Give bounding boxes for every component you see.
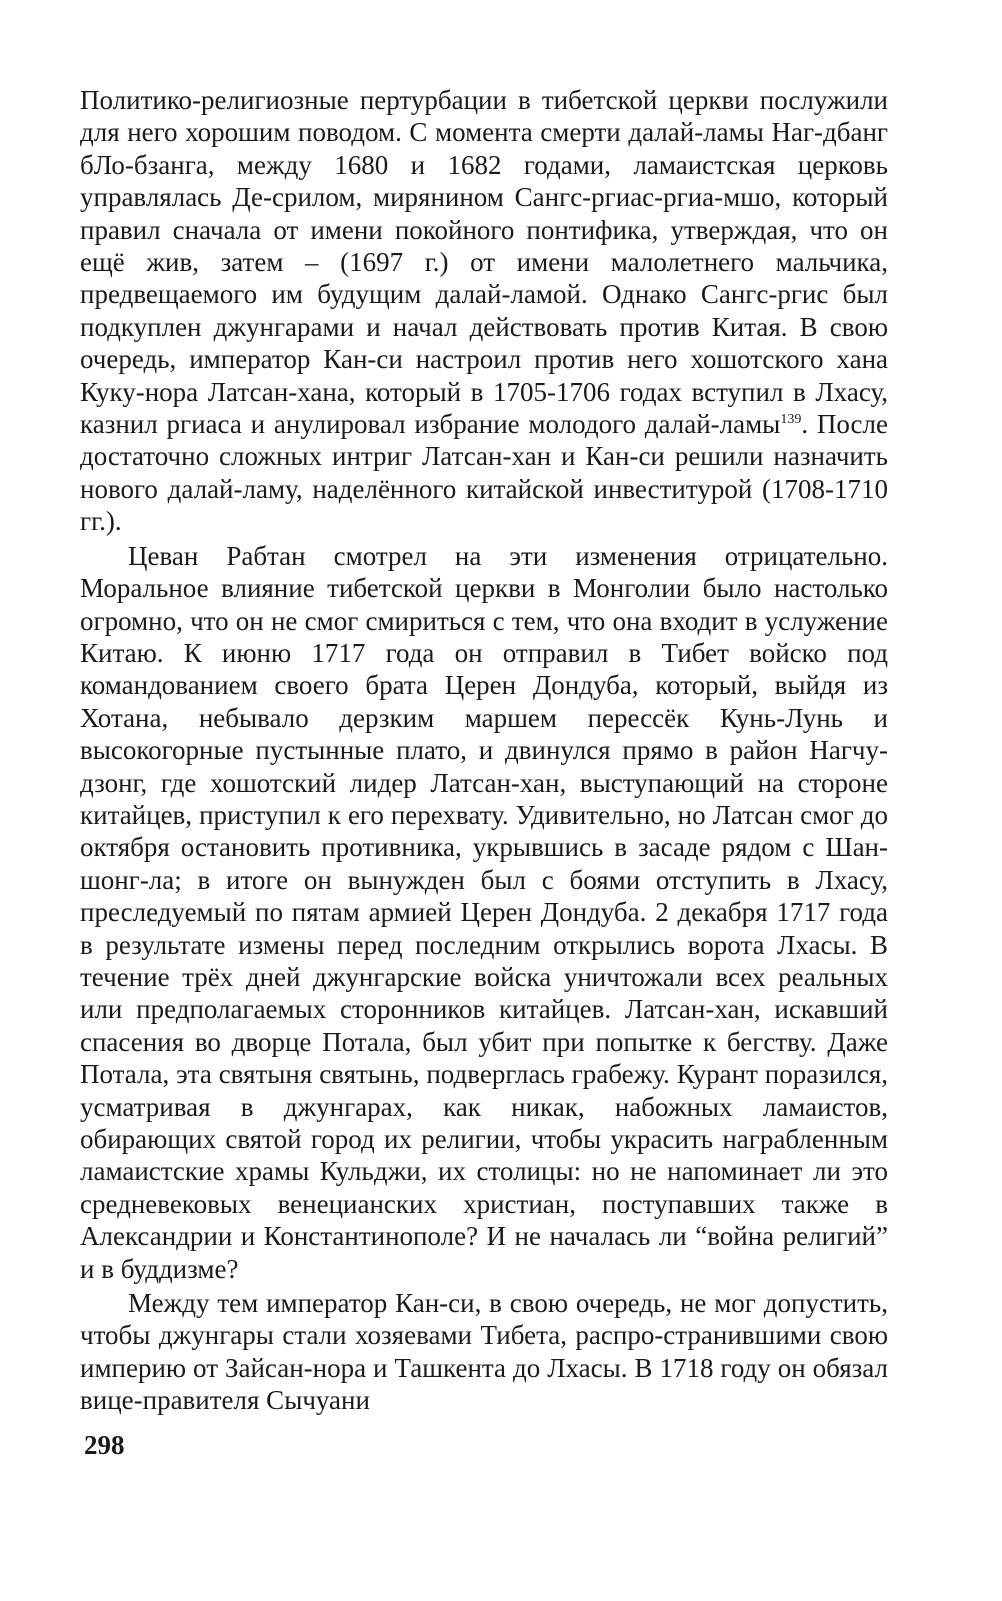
paragraph-1 xyxy=(80,84,888,538)
page-number: 298 xyxy=(84,1430,125,1460)
paragraph-1-text: Политико-религиозные пертурбации в тибетской церкви послужили для него хорошим поводом. С момента смерти далай-ламы Наг-дбанг бЛо-бзанга, между 1680 и 1682 годами, ламаистская церковь управлялась Де-срилом, мирянином Сангс-ргиас-ргиа-мшо, который правил сначала от имени покойного понтифика, утверждая, что он ещё жив, затем – (1697 г.) от имени малолетнего мальчика, предвещаемого им будущим далай-ламой. Однако Сангс-ргис был подкуплен джунгарами и начал действовать против Китая. В свою очередь, император Кан-си настроил против него хошотского хана Куку-нора Латсан-хана, который в 1705-1706 годах вступил в Лхасу, казнил ргиаса и анулировал избрание молодого далай-ламы xyxy=(80,85,888,440)
footnote-reference: 139 xyxy=(780,412,802,428)
paragraph-1-text-continued: . После достаточно сложных интриг Латсан-хан и Кан-си решили назначить нового далай-ламу, наделённого китайской инвеститурой (1708-1710 гг.). xyxy=(80,409,888,537)
paragraph-3: Между тем император Кан-си, в свою очередь, не мог допустить, чтобы джунгары стали хозяевами Тибета, распро-странившими свою империю от Зайсан-нора и Ташкента до Лхасы. В 1718 году он обязал вице-правителя Сычуани xyxy=(80,1288,888,1416)
body-text xyxy=(80,84,888,1417)
paragraph-2: Цеван Рабтан смотрел на эти изменения отрицательно. Моральное влияние тибетской церкви в Монголии было настолько огромно, что он не смог смириться с тем, что она входит в услужение Китаю. К июню 1717 года он отправил в Тибет войско под командованием своего брата Церен Дондуба, который, выйдя из Хотана, небывало дерзким маршем перессёк Кунь-Лунь и высокогорные пустынные плато, и двинулся прямо в район Нагчу-дзонг, где хошотский лидер Латсан-хан, выступающий на стороне китайцев, приступил к его перехвату. Удивительно, но Латсан смог до октября остановить противника, укрывшись в засаде рядом с Шан-шонг-ла; в итоге он вынужден был с боями отступить в Лхасу, преследуемый по пятам армией Церен Дондуба. 2 декабря 1717 года в результате измены перед последним открылись ворота Лхасы. В течение трёх дней джунгарские войска уничтожали всех реальных или предполагаемых сторонников китайцев. Латсан-хан, искавший спасения во дворце Потала, был убит при попытке к бегству. Даже Потала, эта святыня святынь, подверглась грабежу. Курант поразился, усматривая в джунгарах, как никак, набожных ламаистов, обирающих святой город их религии, чтобы украсить награбленным ламаистские храмы Кульджи, их столицы: но не напоминает ли это средневековых венецианских христиан, поступавших также в Александрии и Константинополе? И не началась ли “война религий” и в буддизме? xyxy=(80,540,888,1284)
